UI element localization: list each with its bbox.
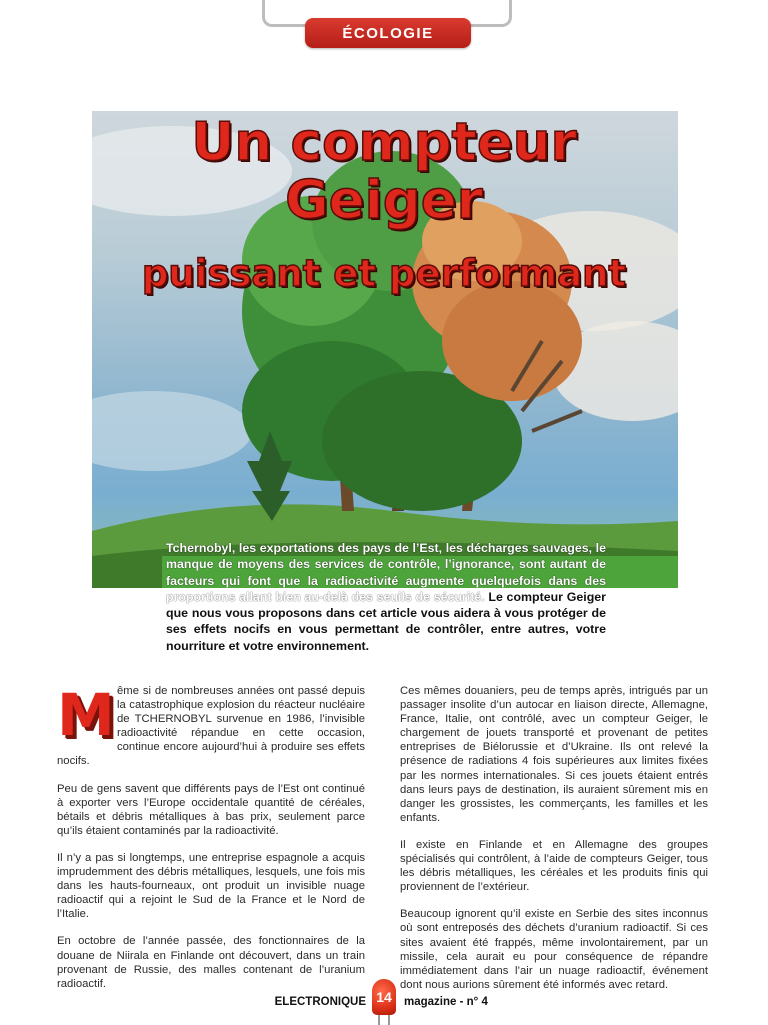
title-line-1: Un compteur bbox=[191, 112, 577, 173]
page-number-led-icon bbox=[372, 979, 396, 1015]
paragraph: En octobre de l’année passée, des fonctionnaires de la douane de Niirala en Finlande ont découvert, dans un train provenant de Russie, des malles contenant de l’uranium radioactif. bbox=[57, 935, 365, 990]
intro-text-on-image: Tchernobyl, les exportations des pays de l’Est, les décharges sauvages, le manque de moyens des services de contrôle, l’ignorance, sont autant de facteurs qui font que la radioactivité augmente quelquefois dans des proportions allant bien au-delà des seuils de sécurité. bbox=[166, 541, 606, 604]
dropcap-letter: M bbox=[57, 681, 115, 749]
paragraph: Ces mêmes douaniers, peu de temps après, intrigués par un passager insolite d’un autocar en liaison directe, Allemagne, France, Italie, ont contrôlé, avec un compteur Geiger, le chargement de jouets transporté et provenant de petites entreprises de Biélorussie et d’Ukraine. Ils ont relevé la présence de radiations 4 fois supérieures aux limites fixées par les normes internationales. Si ces jouets étaient entrés dans leurs pays de destination, ils auraient sûrement mis en danger les grossistes, les commerçants, les familles et les enfants. bbox=[400, 685, 708, 824]
paragraph bbox=[57, 681, 365, 769]
paragraph: Beaucoup ignorent qu’il existe en Serbie des sites inconnus où sont entreposés des déchets d’uranium radioactif. Si ces sites avaient été frappés, même involontairement, par un missile, cela aurait eu pour conséquence de répandre immédiatement dans l’air un nuage radioactif, événement dont nous aurions sûrement été informés avec retard. bbox=[400, 908, 708, 991]
footer-issue: magazine - n° 4 bbox=[404, 996, 488, 1008]
intro-text-below-image: Le compteur Geiger que nous vous proposons dans cet article vous aidera à vous protéger de ses effets nocifs en vous permettant de contrôler, entre autres, votre nourriture et votre environnement. bbox=[166, 589, 606, 653]
paragraph: Il n’y a pas si longtemps, une entreprise espagnole a acquis imprudemment des débris métalliques, lesquels, une fois mis dans les hauts-fourneaux, ont produit un invisible nuage radioactif qui a rejoint le Sud de la France et le Nord de l’Italie. bbox=[57, 851, 365, 921]
title-subtitle: puissant et performant bbox=[141, 252, 627, 295]
paragraph-text: ême si de nombreuses années ont passé depuis la catastrophique explosion du réacteur nucléaire de TCHERNOBYL survenue en 1986, l’invisible radioactivité répandue en cette occasion, continue encore aujourd’hui à produire ses effets nocifs. bbox=[57, 685, 365, 768]
paragraph: Il existe en Finlande et en Allemagne des groupes spécialisés qui contrôlent, à l’aide de compteurs Geiger, tous les débris métalliques, les céréales et les produits finis qui proviennent de l’extérieur. bbox=[400, 838, 708, 894]
page-footer bbox=[0, 989, 768, 1013]
section-rubric: ÉCOLOGIE bbox=[305, 18, 471, 48]
right-column bbox=[400, 684, 708, 1005]
footer-magazine-name: ELECTRONIQUE bbox=[274, 996, 366, 1008]
intro-paragraph bbox=[166, 540, 606, 654]
page-number: 14 bbox=[376, 989, 392, 1005]
title-line-2: Geiger bbox=[285, 170, 483, 231]
left-column bbox=[57, 681, 365, 1004]
paragraph: Peu de gens savent que différents pays de l’Est ont continué à exporter vers l’Europe occidentale quantité de céréales, bétails et débris métalliques à bas prix, seulement parce qu’ils étaient contaminés par la radioactivité. bbox=[57, 782, 365, 837]
